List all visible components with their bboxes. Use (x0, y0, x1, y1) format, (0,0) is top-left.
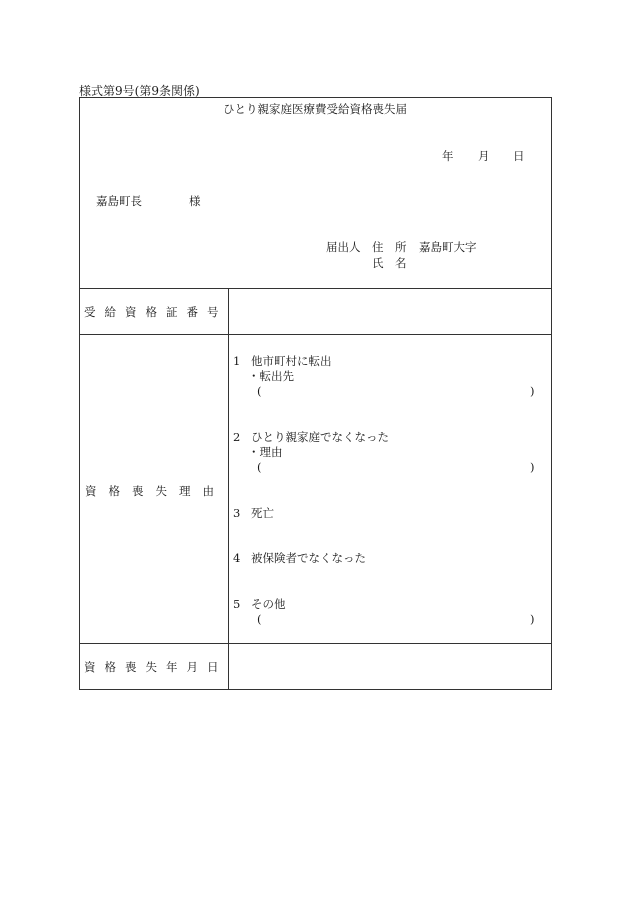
loss-reason-label: 資格喪失理由 (85, 484, 226, 498)
reason-open-paren: ( (257, 612, 262, 626)
date-year-label: 年 (442, 149, 454, 163)
reason-item-text: その他 (251, 597, 286, 611)
reason-item-sub: ・転出先 (248, 369, 294, 383)
reason-item-number: 5 (233, 597, 241, 611)
reason-item-text: 被保険者でなくなった (251, 551, 366, 565)
form-number-label: 様式第9号(第9条関係) (79, 84, 200, 98)
row-divider (80, 334, 551, 335)
reason-item-number: 1 (233, 354, 241, 368)
date-day-label: 日 (513, 149, 525, 163)
column-divider (228, 288, 229, 690)
loss-date-label: 資格喪失年月日 (84, 660, 228, 674)
reason-item-number: 4 (233, 551, 241, 565)
reason-item-text: 死亡 (251, 506, 274, 520)
form-title: ひとり親家庭医療費受給資格喪失届 (223, 102, 407, 116)
reason-close-paren: ) (530, 460, 535, 474)
date-month-label: 月 (478, 149, 490, 163)
reason-item-sub: ・理由 (248, 445, 283, 459)
reason-item-number: 2 (233, 430, 241, 444)
applicant-name-label: 氏 名 (372, 256, 407, 270)
row-divider (80, 643, 551, 644)
reason-close-paren: ) (530, 612, 535, 626)
reason-item-text: ひとり親家庭でなくなった (251, 430, 389, 444)
applicant-label: 届出人 (326, 240, 361, 254)
certificate-number-label: 受給資格証番号 (84, 305, 228, 319)
applicant-address-label: 住 所 (372, 240, 407, 254)
addressee-name: 嘉島町長 (96, 194, 142, 208)
form-frame (79, 97, 552, 690)
row-divider (80, 288, 551, 289)
reason-item-text: 他市町村に転出 (251, 354, 332, 368)
applicant-address-value: 嘉島町大字 (419, 240, 477, 254)
reason-open-paren: ( (257, 384, 262, 398)
reason-open-paren: ( (257, 460, 262, 474)
reason-item-number: 3 (233, 506, 241, 520)
addressee-honorific: 様 (189, 194, 201, 208)
reason-close-paren: ) (530, 384, 535, 398)
